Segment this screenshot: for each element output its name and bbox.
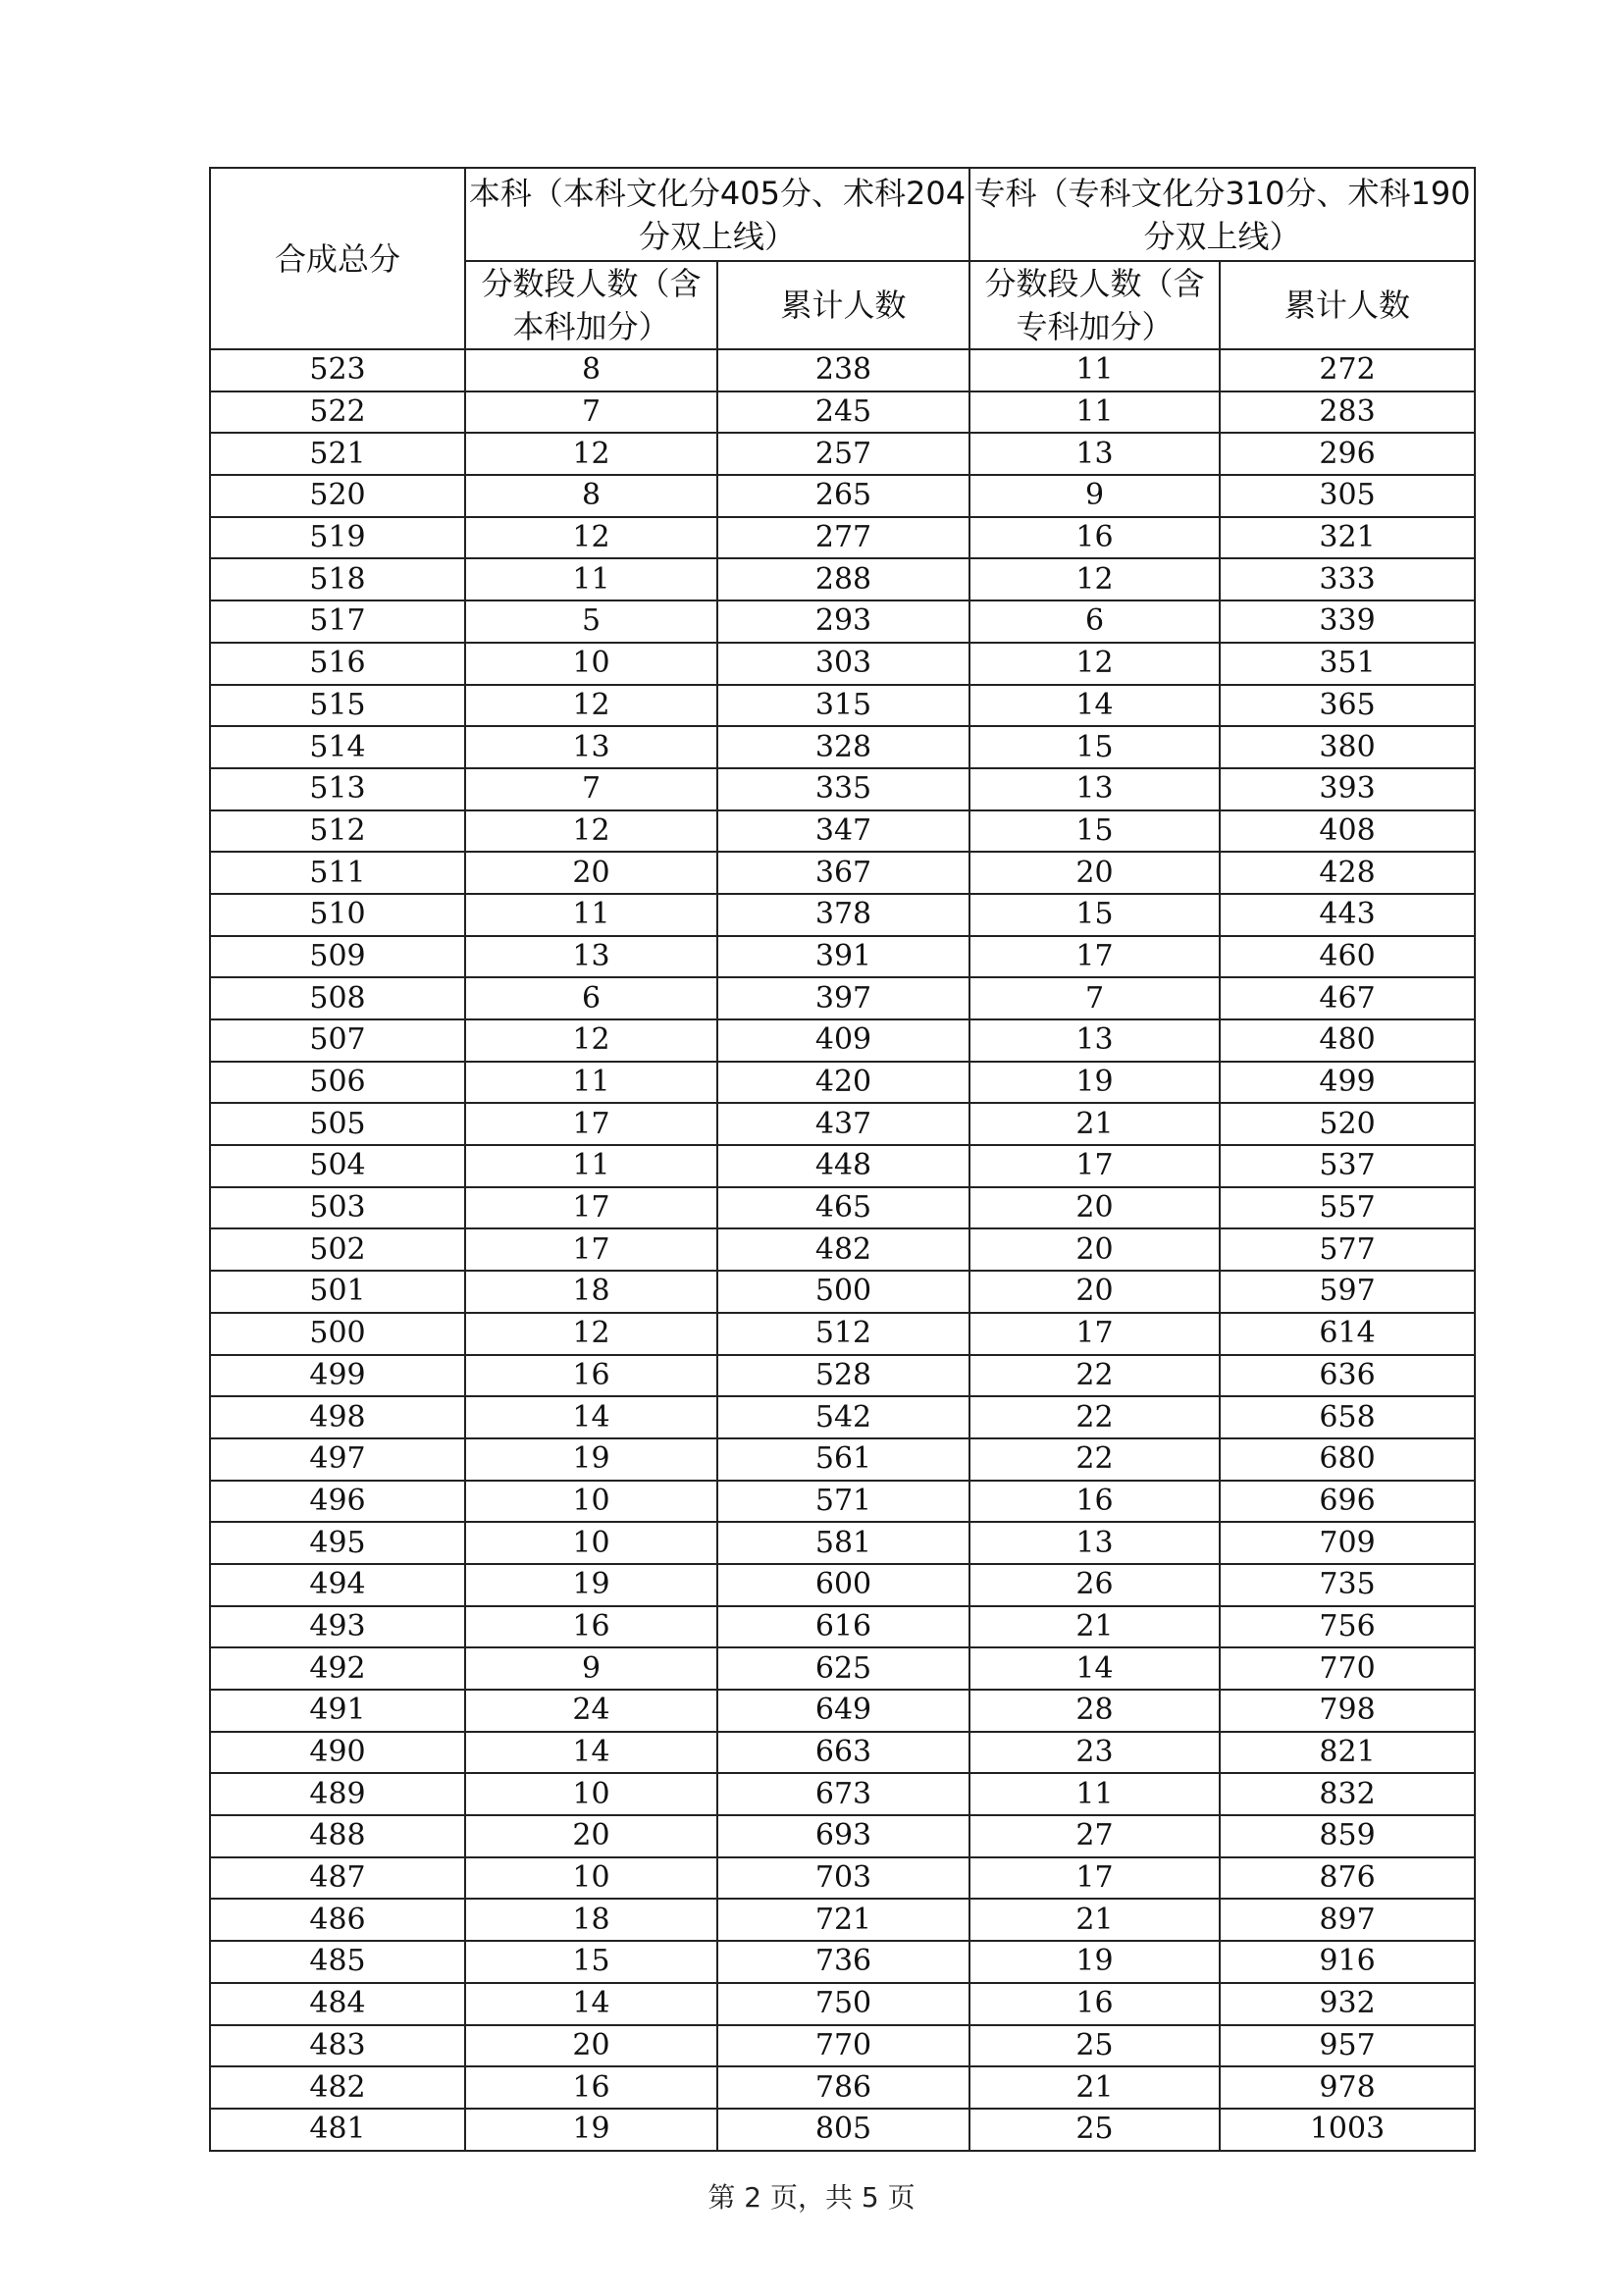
cell-junior-college-cumulative: 680 bbox=[1220, 1438, 1475, 1481]
cell-total-score: 510 bbox=[210, 894, 465, 936]
cell-junior-college-segment-count: 27 bbox=[969, 1815, 1220, 1857]
cell-undergraduate-segment-count: 10 bbox=[465, 1522, 717, 1564]
header-undergraduate-line1: 本科（本科文化分405分、术科204 bbox=[468, 174, 967, 212]
cell-junior-college-cumulative: 408 bbox=[1220, 810, 1475, 853]
table-row bbox=[210, 1019, 1475, 1062]
cell-total-score: 501 bbox=[210, 1271, 465, 1313]
cell-junior-college-cumulative: 577 bbox=[1220, 1228, 1475, 1271]
cell-undergraduate-cumulative: 288 bbox=[717, 558, 969, 600]
cell-junior-college-segment-count: 13 bbox=[969, 1019, 1220, 1062]
cell-junior-college-cumulative: 798 bbox=[1220, 1690, 1475, 1732]
cell-junior-college-segment-count: 16 bbox=[969, 1481, 1220, 1523]
cell-undergraduate-cumulative: 277 bbox=[717, 517, 969, 559]
cell-undergraduate-cumulative: 367 bbox=[717, 852, 969, 894]
cell-undergraduate-cumulative: 437 bbox=[717, 1103, 969, 1145]
cell-total-score: 523 bbox=[210, 349, 465, 391]
cell-total-score: 517 bbox=[210, 600, 465, 643]
cell-total-score: 511 bbox=[210, 852, 465, 894]
table-header bbox=[210, 168, 1475, 349]
cell-undergraduate-segment-count: 17 bbox=[465, 1187, 717, 1229]
cell-junior-college-segment-count: 17 bbox=[969, 1145, 1220, 1187]
cell-junior-college-cumulative: 957 bbox=[1220, 2025, 1475, 2067]
cell-total-score: 484 bbox=[210, 1983, 465, 2025]
table-row bbox=[210, 1438, 1475, 1481]
cell-total-score: 487 bbox=[210, 1857, 465, 1900]
cell-total-score: 518 bbox=[210, 558, 465, 600]
cell-junior-college-cumulative: 296 bbox=[1220, 433, 1475, 475]
cell-total-score: 520 bbox=[210, 475, 465, 517]
cell-undergraduate-segment-count: 19 bbox=[465, 1438, 717, 1481]
table-row bbox=[210, 1773, 1475, 1815]
cell-total-score: 500 bbox=[210, 1313, 465, 1355]
cell-junior-college-cumulative: 351 bbox=[1220, 643, 1475, 685]
cell-undergraduate-cumulative: 616 bbox=[717, 1606, 969, 1648]
cell-junior-college-segment-count: 13 bbox=[969, 433, 1220, 475]
cell-junior-college-cumulative: 1003 bbox=[1220, 2109, 1475, 2151]
cell-undergraduate-cumulative: 265 bbox=[717, 475, 969, 517]
table-row bbox=[210, 558, 1475, 600]
header-undergraduate-segment-line2: 本科加分） bbox=[512, 308, 670, 345]
table-row bbox=[210, 726, 1475, 768]
cell-undergraduate-segment-count: 14 bbox=[465, 1983, 717, 2025]
table-row bbox=[210, 1606, 1475, 1648]
cell-undergraduate-segment-count: 20 bbox=[465, 2025, 717, 2067]
table-row bbox=[210, 600, 1475, 643]
table-row bbox=[210, 1271, 1475, 1313]
table-row bbox=[210, 1732, 1475, 1774]
cell-junior-college-segment-count: 12 bbox=[969, 643, 1220, 685]
cell-junior-college-cumulative: 480 bbox=[1220, 1019, 1475, 1062]
cell-total-score: 492 bbox=[210, 1647, 465, 1690]
cell-total-score: 483 bbox=[210, 2025, 465, 2067]
cell-undergraduate-cumulative: 528 bbox=[717, 1355, 969, 1397]
cell-junior-college-cumulative: 443 bbox=[1220, 894, 1475, 936]
cell-junior-college-cumulative: 696 bbox=[1220, 1481, 1475, 1523]
cell-undergraduate-segment-count: 5 bbox=[465, 600, 717, 643]
cell-junior-college-segment-count: 6 bbox=[969, 600, 1220, 643]
cell-junior-college-cumulative: 467 bbox=[1220, 977, 1475, 1019]
cell-total-score: 495 bbox=[210, 1522, 465, 1564]
cell-undergraduate-segment-count: 19 bbox=[465, 1564, 717, 1606]
cell-undergraduate-cumulative: 238 bbox=[717, 349, 969, 391]
cell-undergraduate-segment-count: 16 bbox=[465, 1606, 717, 1648]
cell-undergraduate-segment-count: 8 bbox=[465, 349, 717, 391]
cell-junior-college-segment-count: 22 bbox=[969, 1396, 1220, 1438]
cell-junior-college-cumulative: 978 bbox=[1220, 2066, 1475, 2109]
cell-undergraduate-segment-count: 8 bbox=[465, 475, 717, 517]
table-row bbox=[210, 977, 1475, 1019]
cell-junior-college-cumulative: 832 bbox=[1220, 1773, 1475, 1815]
cell-junior-college-segment-count: 26 bbox=[969, 1564, 1220, 1606]
cell-undergraduate-cumulative: 805 bbox=[717, 2109, 969, 2151]
cell-junior-college-segment-count: 13 bbox=[969, 768, 1220, 810]
cell-total-score: 496 bbox=[210, 1481, 465, 1523]
cell-junior-college-cumulative: 932 bbox=[1220, 1983, 1475, 2025]
cell-undergraduate-segment-count: 7 bbox=[465, 768, 717, 810]
cell-junior-college-segment-count: 19 bbox=[969, 1062, 1220, 1104]
cell-junior-college-segment-count: 14 bbox=[969, 1647, 1220, 1690]
header-junior-college-line2: 分双上线） bbox=[1143, 217, 1301, 255]
cell-undergraduate-segment-count: 24 bbox=[465, 1690, 717, 1732]
cell-junior-college-cumulative: 339 bbox=[1220, 600, 1475, 643]
cell-total-score: 498 bbox=[210, 1396, 465, 1438]
cell-total-score: 519 bbox=[210, 517, 465, 559]
cell-total-score: 515 bbox=[210, 685, 465, 727]
cell-total-score: 512 bbox=[210, 810, 465, 853]
cell-undergraduate-segment-count: 11 bbox=[465, 894, 717, 936]
cell-total-score: 499 bbox=[210, 1355, 465, 1397]
cell-total-score: 503 bbox=[210, 1187, 465, 1229]
cell-junior-college-cumulative: 916 bbox=[1220, 1941, 1475, 1983]
cell-undergraduate-segment-count: 10 bbox=[465, 1773, 717, 1815]
cell-undergraduate-segment-count: 16 bbox=[465, 2066, 717, 2109]
cell-undergraduate-cumulative: 315 bbox=[717, 685, 969, 727]
cell-junior-college-segment-count: 9 bbox=[969, 475, 1220, 517]
cell-junior-college-segment-count: 14 bbox=[969, 685, 1220, 727]
cell-undergraduate-segment-count: 7 bbox=[465, 391, 717, 434]
cell-junior-college-cumulative: 305 bbox=[1220, 475, 1475, 517]
cell-junior-college-cumulative: 283 bbox=[1220, 391, 1475, 434]
cell-undergraduate-segment-count: 12 bbox=[465, 517, 717, 559]
cell-junior-college-cumulative: 499 bbox=[1220, 1062, 1475, 1104]
table-row bbox=[210, 1983, 1475, 2025]
cell-undergraduate-cumulative: 736 bbox=[717, 1941, 969, 1983]
table-row bbox=[210, 1396, 1475, 1438]
cell-total-score: 513 bbox=[210, 768, 465, 810]
table-row bbox=[210, 1313, 1475, 1355]
table-row bbox=[210, 1690, 1475, 1732]
table-row bbox=[210, 2066, 1475, 2109]
header-junior-college-line1: 专科（专科文化分310分、术科190 bbox=[973, 174, 1471, 212]
cell-undergraduate-segment-count: 12 bbox=[465, 810, 717, 853]
table-row bbox=[210, 1187, 1475, 1229]
cell-undergraduate-segment-count: 12 bbox=[465, 1313, 717, 1355]
cell-total-score: 507 bbox=[210, 1019, 465, 1062]
cell-junior-college-cumulative: 272 bbox=[1220, 349, 1475, 391]
cell-undergraduate-segment-count: 10 bbox=[465, 643, 717, 685]
cell-junior-college-segment-count: 7 bbox=[969, 977, 1220, 1019]
cell-undergraduate-segment-count: 13 bbox=[465, 726, 717, 768]
cell-undergraduate-cumulative: 600 bbox=[717, 1564, 969, 1606]
cell-undergraduate-segment-count: 12 bbox=[465, 433, 717, 475]
cell-undergraduate-cumulative: 293 bbox=[717, 600, 969, 643]
cell-junior-college-segment-count: 23 bbox=[969, 1732, 1220, 1774]
cell-total-score: 506 bbox=[210, 1062, 465, 1104]
cell-total-score: 521 bbox=[210, 433, 465, 475]
table-row bbox=[210, 2025, 1475, 2067]
cell-undergraduate-cumulative: 303 bbox=[717, 643, 969, 685]
cell-junior-college-cumulative: 658 bbox=[1220, 1396, 1475, 1438]
cell-undergraduate-cumulative: 625 bbox=[717, 1647, 969, 1690]
cell-undergraduate-segment-count: 20 bbox=[465, 852, 717, 894]
cell-undergraduate-segment-count: 12 bbox=[465, 685, 717, 727]
table-row bbox=[210, 1355, 1475, 1397]
cell-junior-college-cumulative: 597 bbox=[1220, 1271, 1475, 1313]
cell-junior-college-cumulative: 321 bbox=[1220, 517, 1475, 559]
cell-total-score: 488 bbox=[210, 1815, 465, 1857]
cell-undergraduate-cumulative: 663 bbox=[717, 1732, 969, 1774]
cell-junior-college-cumulative: 557 bbox=[1220, 1187, 1475, 1229]
cell-junior-college-segment-count: 21 bbox=[969, 1103, 1220, 1145]
cell-total-score: 509 bbox=[210, 936, 465, 978]
cell-junior-college-segment-count: 17 bbox=[969, 936, 1220, 978]
cell-junior-college-segment-count: 15 bbox=[969, 726, 1220, 768]
cell-undergraduate-cumulative: 409 bbox=[717, 1019, 969, 1062]
table-row bbox=[210, 894, 1475, 936]
cell-total-score: 491 bbox=[210, 1690, 465, 1732]
header-junior-college-segment-count bbox=[969, 261, 1220, 349]
header-junior-college-segment-line1: 分数段人数（含 bbox=[984, 265, 1205, 302]
cell-undergraduate-cumulative: 770 bbox=[717, 2025, 969, 2067]
table-row bbox=[210, 1062, 1475, 1104]
cell-undergraduate-cumulative: 500 bbox=[717, 1271, 969, 1313]
cell-junior-college-segment-count: 21 bbox=[969, 1899, 1220, 1941]
cell-junior-college-segment-count: 16 bbox=[969, 1983, 1220, 2025]
cell-junior-college-cumulative: 614 bbox=[1220, 1313, 1475, 1355]
cell-junior-college-segment-count: 17 bbox=[969, 1857, 1220, 1900]
score-distribution-table bbox=[209, 167, 1476, 2152]
cell-junior-college-segment-count: 25 bbox=[969, 2025, 1220, 2067]
cell-total-score: 504 bbox=[210, 1145, 465, 1187]
cell-junior-college-cumulative: 876 bbox=[1220, 1857, 1475, 1900]
cell-undergraduate-cumulative: 693 bbox=[717, 1815, 969, 1857]
cell-undergraduate-cumulative: 347 bbox=[717, 810, 969, 853]
table-row bbox=[210, 2109, 1475, 2151]
table-row bbox=[210, 391, 1475, 434]
cell-junior-college-segment-count: 13 bbox=[969, 1522, 1220, 1564]
cell-total-score: 489 bbox=[210, 1773, 465, 1815]
cell-junior-college-segment-count: 20 bbox=[969, 852, 1220, 894]
cell-undergraduate-cumulative: 482 bbox=[717, 1228, 969, 1271]
cell-total-score: 522 bbox=[210, 391, 465, 434]
cell-undergraduate-cumulative: 335 bbox=[717, 768, 969, 810]
cell-undergraduate-segment-count: 10 bbox=[465, 1481, 717, 1523]
cell-junior-college-cumulative: 709 bbox=[1220, 1522, 1475, 1564]
header-undergraduate-segment-line1: 分数段人数（含 bbox=[481, 265, 702, 302]
cell-junior-college-segment-count: 25 bbox=[969, 2109, 1220, 2151]
table-row bbox=[210, 1899, 1475, 1941]
cell-total-score: 486 bbox=[210, 1899, 465, 1941]
cell-total-score: 482 bbox=[210, 2066, 465, 2109]
table-row bbox=[210, 1228, 1475, 1271]
cell-undergraduate-segment-count: 12 bbox=[465, 1019, 717, 1062]
table-row bbox=[210, 475, 1475, 517]
cell-total-score: 493 bbox=[210, 1606, 465, 1648]
cell-undergraduate-cumulative: 703 bbox=[717, 1857, 969, 1900]
header-junior-college bbox=[969, 168, 1475, 261]
table-row bbox=[210, 1103, 1475, 1145]
cell-total-score: 490 bbox=[210, 1732, 465, 1774]
cell-junior-college-segment-count: 15 bbox=[969, 810, 1220, 853]
cell-undergraduate-segment-count: 18 bbox=[465, 1271, 717, 1313]
cell-undergraduate-cumulative: 257 bbox=[717, 433, 969, 475]
cell-junior-college-segment-count: 20 bbox=[969, 1187, 1220, 1229]
cell-undergraduate-segment-count: 19 bbox=[465, 2109, 717, 2151]
cell-total-score: 497 bbox=[210, 1438, 465, 1481]
cell-undergraduate-segment-count: 9 bbox=[465, 1647, 717, 1690]
table-row bbox=[210, 1564, 1475, 1606]
cell-junior-college-cumulative: 380 bbox=[1220, 726, 1475, 768]
header-junior-college-cumulative: 累计人数 bbox=[1220, 261, 1475, 349]
cell-junior-college-segment-count: 17 bbox=[969, 1313, 1220, 1355]
cell-junior-college-cumulative: 859 bbox=[1220, 1815, 1475, 1857]
cell-undergraduate-cumulative: 391 bbox=[717, 936, 969, 978]
cell-junior-college-segment-count: 22 bbox=[969, 1438, 1220, 1481]
cell-total-score: 485 bbox=[210, 1941, 465, 1983]
cell-undergraduate-cumulative: 512 bbox=[717, 1313, 969, 1355]
cell-undergraduate-segment-count: 16 bbox=[465, 1355, 717, 1397]
cell-total-score: 481 bbox=[210, 2109, 465, 2151]
cell-undergraduate-cumulative: 378 bbox=[717, 894, 969, 936]
cell-total-score: 516 bbox=[210, 643, 465, 685]
cell-total-score: 502 bbox=[210, 1228, 465, 1271]
cell-undergraduate-segment-count: 14 bbox=[465, 1396, 717, 1438]
cell-undergraduate-cumulative: 420 bbox=[717, 1062, 969, 1104]
cell-undergraduate-segment-count: 11 bbox=[465, 1145, 717, 1187]
cell-junior-college-cumulative: 460 bbox=[1220, 936, 1475, 978]
cell-total-score: 494 bbox=[210, 1564, 465, 1606]
table-row bbox=[210, 433, 1475, 475]
cell-undergraduate-cumulative: 571 bbox=[717, 1481, 969, 1523]
table-row bbox=[210, 1857, 1475, 1900]
cell-total-score: 505 bbox=[210, 1103, 465, 1145]
cell-undergraduate-segment-count: 15 bbox=[465, 1941, 717, 1983]
table-row bbox=[210, 349, 1475, 391]
cell-total-score: 508 bbox=[210, 977, 465, 1019]
cell-undergraduate-cumulative: 465 bbox=[717, 1187, 969, 1229]
cell-junior-college-segment-count: 11 bbox=[969, 391, 1220, 434]
cell-junior-college-segment-count: 20 bbox=[969, 1271, 1220, 1313]
header-junior-college-segment-line2: 专科加分） bbox=[1016, 308, 1174, 345]
cell-undergraduate-segment-count: 17 bbox=[465, 1103, 717, 1145]
header-undergraduate-line2: 分双上线） bbox=[639, 217, 797, 255]
cell-undergraduate-segment-count: 13 bbox=[465, 936, 717, 978]
table-row bbox=[210, 1815, 1475, 1857]
cell-junior-college-cumulative: 756 bbox=[1220, 1606, 1475, 1648]
table-row bbox=[210, 1145, 1475, 1187]
cell-undergraduate-segment-count: 10 bbox=[465, 1857, 717, 1900]
cell-junior-college-segment-count: 20 bbox=[969, 1228, 1220, 1271]
table-row bbox=[210, 1941, 1475, 1983]
table-row bbox=[210, 517, 1475, 559]
cell-undergraduate-cumulative: 750 bbox=[717, 1983, 969, 2025]
cell-junior-college-cumulative: 428 bbox=[1220, 852, 1475, 894]
cell-junior-college-segment-count: 28 bbox=[969, 1690, 1220, 1732]
cell-undergraduate-cumulative: 561 bbox=[717, 1438, 969, 1481]
table-row bbox=[210, 1647, 1475, 1690]
header-total-score: 合成总分 bbox=[210, 168, 465, 349]
header-undergraduate bbox=[465, 168, 969, 261]
cell-junior-college-cumulative: 520 bbox=[1220, 1103, 1475, 1145]
header-undergraduate-segment-count bbox=[465, 261, 717, 349]
table-row bbox=[210, 643, 1475, 685]
cell-junior-college-cumulative: 636 bbox=[1220, 1355, 1475, 1397]
cell-undergraduate-segment-count: 11 bbox=[465, 558, 717, 600]
cell-junior-college-cumulative: 770 bbox=[1220, 1647, 1475, 1690]
cell-undergraduate-cumulative: 649 bbox=[717, 1690, 969, 1732]
cell-junior-college-cumulative: 393 bbox=[1220, 768, 1475, 810]
table-row bbox=[210, 810, 1475, 853]
cell-junior-college-segment-count: 11 bbox=[969, 349, 1220, 391]
cell-junior-college-segment-count: 22 bbox=[969, 1355, 1220, 1397]
page-number: 第 2 页，共 5 页 bbox=[707, 2181, 916, 2214]
cell-undergraduate-cumulative: 448 bbox=[717, 1145, 969, 1187]
cell-undergraduate-segment-count: 18 bbox=[465, 1899, 717, 1941]
table-row bbox=[210, 685, 1475, 727]
cell-junior-college-segment-count: 21 bbox=[969, 1606, 1220, 1648]
cell-undergraduate-segment-count: 6 bbox=[465, 977, 717, 1019]
cell-undergraduate-cumulative: 328 bbox=[717, 726, 969, 768]
cell-undergraduate-cumulative: 673 bbox=[717, 1773, 969, 1815]
table-row bbox=[210, 1522, 1475, 1564]
cell-undergraduate-cumulative: 721 bbox=[717, 1899, 969, 1941]
cell-undergraduate-segment-count: 11 bbox=[465, 1062, 717, 1104]
cell-undergraduate-cumulative: 542 bbox=[717, 1396, 969, 1438]
cell-junior-college-cumulative: 897 bbox=[1220, 1899, 1475, 1941]
cell-junior-college-cumulative: 537 bbox=[1220, 1145, 1475, 1187]
table-row bbox=[210, 768, 1475, 810]
cell-junior-college-segment-count: 21 bbox=[969, 2066, 1220, 2109]
cell-undergraduate-cumulative: 786 bbox=[717, 2066, 969, 2109]
cell-undergraduate-cumulative: 245 bbox=[717, 391, 969, 434]
cell-junior-college-cumulative: 365 bbox=[1220, 685, 1475, 727]
cell-junior-college-cumulative: 821 bbox=[1220, 1732, 1475, 1774]
cell-junior-college-segment-count: 16 bbox=[969, 517, 1220, 559]
cell-junior-college-cumulative: 735 bbox=[1220, 1564, 1475, 1606]
cell-junior-college-segment-count: 11 bbox=[969, 1773, 1220, 1815]
cell-undergraduate-cumulative: 397 bbox=[717, 977, 969, 1019]
table-row bbox=[210, 852, 1475, 894]
cell-junior-college-segment-count: 15 bbox=[969, 894, 1220, 936]
table-body bbox=[210, 349, 1475, 2151]
cell-junior-college-segment-count: 19 bbox=[969, 1941, 1220, 1983]
cell-junior-college-segment-count: 12 bbox=[969, 558, 1220, 600]
cell-junior-college-cumulative: 333 bbox=[1220, 558, 1475, 600]
cell-total-score: 514 bbox=[210, 726, 465, 768]
cell-undergraduate-segment-count: 14 bbox=[465, 1732, 717, 1774]
cell-undergraduate-segment-count: 17 bbox=[465, 1228, 717, 1271]
table-row bbox=[210, 936, 1475, 978]
cell-undergraduate-cumulative: 581 bbox=[717, 1522, 969, 1564]
cell-undergraduate-segment-count: 20 bbox=[465, 1815, 717, 1857]
header-undergraduate-cumulative: 累计人数 bbox=[717, 261, 969, 349]
table-row bbox=[210, 1481, 1475, 1523]
